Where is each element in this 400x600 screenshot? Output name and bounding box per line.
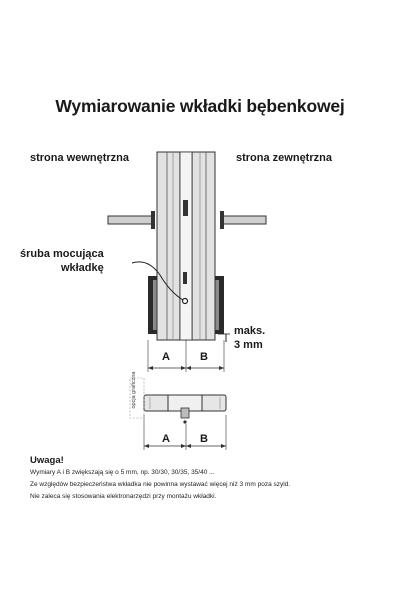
- dim-b-top: B: [200, 351, 208, 363]
- photo-note: opcja graficzna: [131, 371, 137, 409]
- cylinder-slot: [183, 272, 187, 284]
- fixing-screw: [183, 299, 188, 304]
- screw-label: [20, 247, 104, 275]
- cylinder-insert: [144, 395, 226, 424]
- max-label-line1: maks.: [234, 325, 266, 337]
- dim-b-bottom: B: [200, 433, 208, 445]
- latch-slot: [183, 200, 188, 216]
- handle-left: [108, 216, 152, 224]
- page-title: Wymiarowanie wkładki bębenkowej: [55, 96, 345, 116]
- handle-rose-left: [151, 211, 155, 229]
- inner-side-label: strona wewnętrzna: [30, 152, 130, 164]
- note-line: Ze względów bezpieczeństwa wkładka nie powinna wystawać więcej niż 3 mm poza szyld.: [30, 481, 291, 488]
- note-line: Wymiary A i B zwiększają się o 5 mm, np. 30/30, 30/35, 35/40 ...: [30, 469, 215, 476]
- max-label: [234, 324, 265, 352]
- screw-label-line1: śruba mocująca: [20, 248, 104, 260]
- note-line: Nie zaleca się stosowania elektronarzędzi przy montażu wkładki.: [30, 493, 217, 500]
- dim-a-bottom: A: [162, 433, 170, 445]
- note-heading: Uwaga!: [30, 455, 64, 466]
- outer-side-label: strona zewnętrzna: [236, 152, 332, 164]
- max-label-line2: 3 mm: [234, 339, 263, 351]
- dim-a-top: A: [162, 351, 170, 363]
- handle-right: [222, 216, 266, 224]
- screw-label-line2: wkładkę: [60, 262, 104, 274]
- handle-rose-right: [220, 211, 224, 229]
